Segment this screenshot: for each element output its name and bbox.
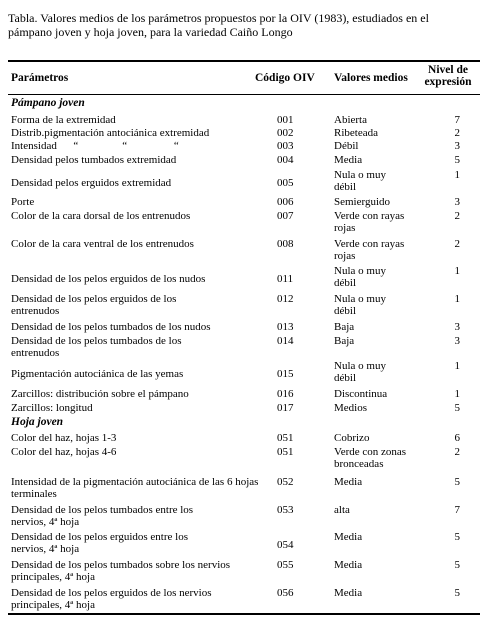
cell-value: Nula o muy débil (334, 293, 386, 317)
table-bottom-rule (8, 613, 480, 615)
cell-level: 2 (454, 446, 460, 458)
table-top-rule (8, 60, 480, 62)
cell-param: Zarcillos: longitud (11, 402, 93, 414)
cell-code: 007 (277, 210, 294, 222)
cell-value: Nula o muy débil (334, 265, 386, 289)
cell-value: Verde con rayas rojas (334, 210, 405, 234)
cell-value: Media (334, 531, 363, 543)
cell-code: 051 (277, 432, 294, 444)
cell-code: 004 (277, 154, 294, 166)
header-value: Valores medios (334, 72, 408, 84)
cell-value: Abierta (334, 114, 367, 126)
cell-code: 017 (277, 402, 294, 414)
cell-value: Nula o muy débil (334, 360, 386, 384)
cell-param: Densidad pelos erguidos extremidad (11, 177, 172, 189)
cell-value: Media (334, 587, 363, 599)
cell-level: 5 (454, 559, 460, 571)
cell-code: 015 (277, 368, 294, 380)
cell-param: Densidad de los pelos tumbados sobre los nervios principales, 4ª hoja (11, 559, 231, 583)
cell-level: 6 (454, 432, 460, 444)
cell-value: Nula o muy débil (334, 169, 386, 193)
cell-level: 5 (454, 587, 460, 599)
cell-level: 3 (454, 196, 460, 208)
cell-code: 013 (277, 321, 294, 333)
cell-param: Zarcillos: distribución sobre el pámpano (11, 388, 189, 400)
cell-value: Verde con rayas rojas (334, 238, 405, 262)
cell-param: Densidad de los pelos erguidos de los nervios principales, 4ª hoja (11, 587, 212, 611)
header-param: Parámetros (11, 72, 69, 84)
cell-param: Intensidad “ “ “ (11, 140, 179, 152)
cell-level: 3 (454, 321, 460, 333)
cell-code: 014 (277, 335, 294, 347)
cell-code: 005 (277, 177, 294, 189)
cell-value: Media (334, 476, 363, 488)
cell-code: 054 (277, 539, 294, 551)
cell-level: 1 (454, 388, 460, 400)
cell-param: Color de la cara ventral de los entrenudos (11, 238, 194, 250)
cell-level: 5 (454, 531, 460, 543)
cell-code: 002 (277, 127, 294, 139)
cell-code: 008 (277, 238, 294, 250)
cell-level: 5 (454, 154, 460, 166)
cell-param: Densidad pelos tumbados extremidad (11, 154, 177, 166)
cell-param: Color del haz, hojas 4-6 (11, 446, 117, 458)
cell-code: 051 (277, 446, 294, 458)
cell-param: Densidad de los pelos tumbados de los entrenudos (11, 335, 182, 359)
cell-level: 5 (454, 402, 460, 414)
section-pampano-joven: Pámpano joven (11, 97, 85, 109)
cell-level: 5 (454, 476, 460, 488)
cell-value: Semierguido (334, 196, 391, 208)
cell-param: Color del haz, hojas 1-3 (11, 432, 117, 444)
cell-level: 2 (454, 210, 460, 222)
cell-level: 1 (454, 265, 460, 277)
cell-code: 006 (277, 196, 294, 208)
cell-value: Media (334, 154, 363, 166)
cell-code: 056 (277, 587, 294, 599)
cell-code: 052 (277, 476, 294, 488)
cell-level: 7 (454, 114, 460, 126)
cell-param: Color de la cara dorsal de los entrenudos (11, 210, 191, 222)
cell-level: 1 (454, 360, 460, 372)
cell-level: 1 (454, 293, 460, 305)
cell-param: Pigmentación autociánica de las yemas (11, 368, 184, 380)
cell-param: Forma de la extremidad (11, 114, 116, 126)
cell-level: 7 (454, 504, 460, 516)
cell-code: 001 (277, 114, 294, 126)
header-code: Código OIV (255, 72, 315, 84)
cell-level: 1 (454, 169, 460, 181)
cell-value: Cobrizo (334, 432, 370, 444)
cell-value: Medios (334, 402, 367, 414)
cell-value: Débil (334, 140, 359, 152)
cell-code: 055 (277, 559, 294, 571)
cell-level: 2 (454, 127, 460, 139)
section-hoja-joven: Hoja joven (11, 416, 64, 428)
cell-level: 3 (454, 335, 460, 347)
cell-param: Densidad de los pelos tumbados entre los nervios, 4ª hoja (11, 504, 194, 528)
cell-param: Densidad de los pelos erguidos de los nudos (11, 273, 206, 285)
cell-param: Porte (11, 196, 35, 208)
cell-value: Baja (334, 321, 355, 333)
cell-value: Baja (334, 335, 355, 347)
cell-value: Media (334, 559, 363, 571)
cell-value: Discontinua (334, 388, 388, 400)
cell-code: 011 (277, 273, 294, 285)
cell-code: 012 (277, 293, 294, 305)
cell-param: Distrib.pigmentación antociánica extremidad (11, 127, 210, 139)
cell-param: Densidad de los pelos erguidos de los entrenudos (11, 293, 177, 317)
cell-param: Intensidad de la pigmentación autociánica de las 6 hojas terminales (11, 476, 259, 500)
cell-level: 3 (454, 140, 460, 152)
cell-value: Verde con zonas bronceadas (334, 446, 407, 470)
cell-value: alta (334, 504, 350, 516)
cell-param: Densidad de los pelos erguidos entre los nervios, 4ª hoja (11, 531, 188, 555)
cell-value: Ribeteada (334, 127, 378, 139)
header-bottom-rule (8, 94, 480, 95)
table-caption: Tabla. Valores medios de los parámetros propuestos por la OIV (1983), estudiados en el pámpano joven y hoja joven, para la variedad Caiño Longo (8, 11, 429, 39)
cell-code: 003 (277, 140, 294, 152)
cell-level: 2 (454, 238, 460, 250)
cell-param: Densidad de los pelos tumbados de los nudos (11, 321, 211, 333)
header-level: Nivel de expresión (424, 64, 472, 88)
cell-code: 016 (277, 388, 294, 400)
cell-code: 053 (277, 504, 294, 516)
